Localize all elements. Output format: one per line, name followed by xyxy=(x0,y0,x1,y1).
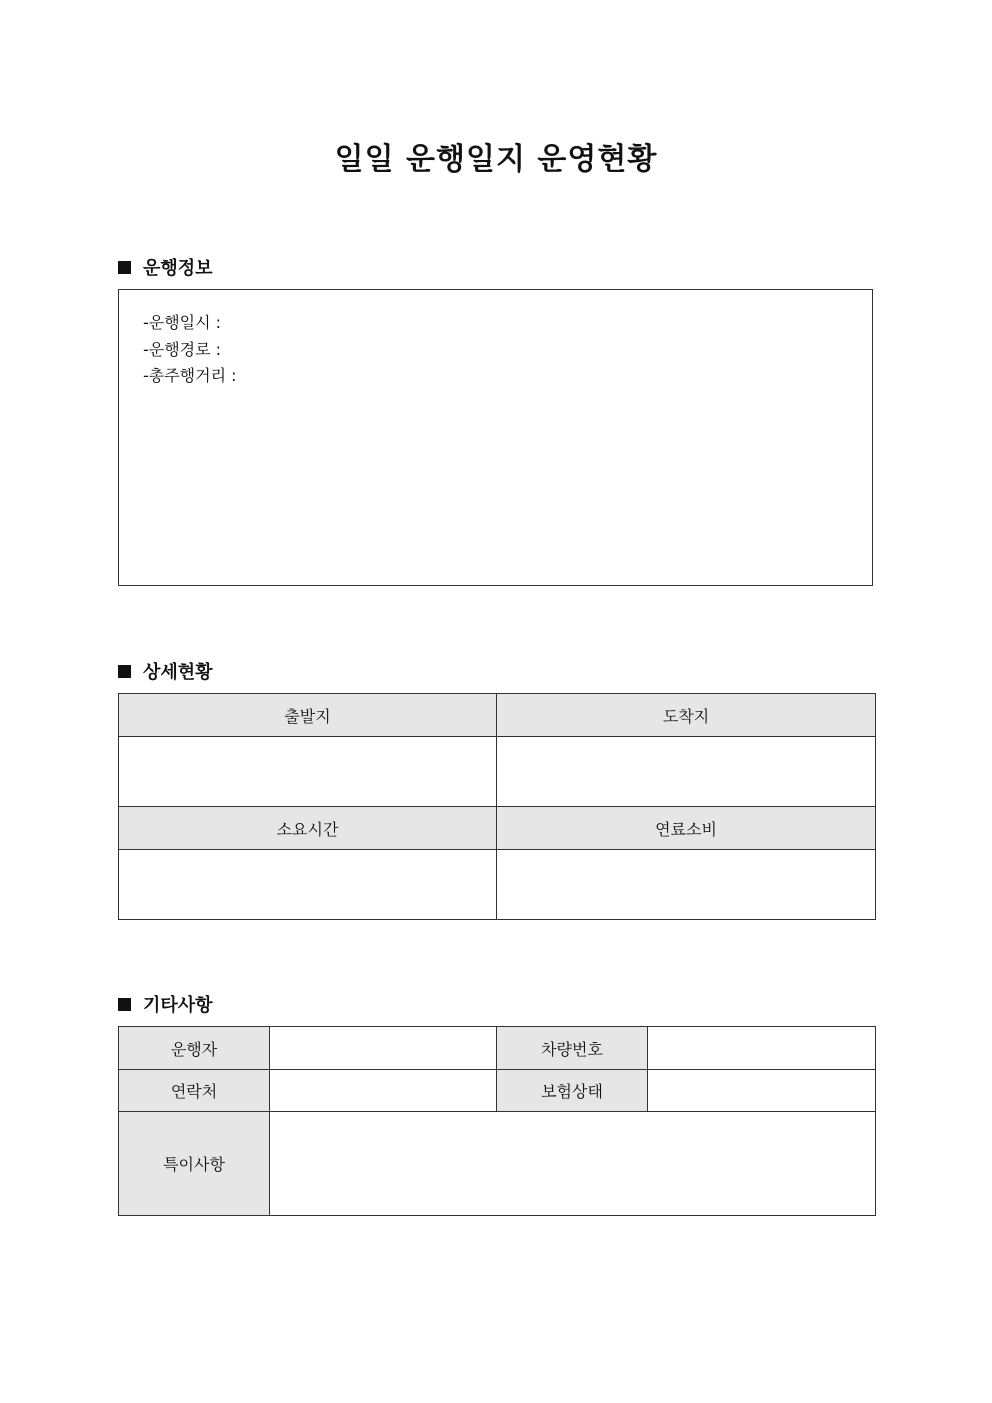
square-bullet-icon xyxy=(118,998,131,1011)
section-heading-label: 상세현황 xyxy=(143,662,213,683)
special-notes-label: 특이사항 xyxy=(119,1112,270,1216)
section-heading-label: 기타사항 xyxy=(143,995,213,1016)
driver-label: 운행자 xyxy=(119,1027,270,1070)
detail-status-table xyxy=(118,693,876,920)
arrival-header: 도착지 xyxy=(497,694,876,737)
fuel-cell[interactable] xyxy=(497,850,876,920)
fuel-header: 연료소비 xyxy=(497,807,876,850)
vehicle-number-label: 차량번호 xyxy=(497,1027,648,1070)
contact-label: 연락처 xyxy=(119,1070,270,1112)
duration-cell[interactable] xyxy=(119,850,497,920)
other-matters-table xyxy=(118,1026,876,1216)
section-heading-label: 운행정보 xyxy=(143,258,213,279)
special-notes-cell[interactable] xyxy=(270,1112,876,1216)
departure-header: 출발지 xyxy=(119,694,497,737)
operation-route-line: -운행경로 : xyxy=(143,339,222,359)
duration-header: 소요시간 xyxy=(119,807,497,850)
departure-cell[interactable] xyxy=(119,737,497,807)
vehicle-number-cell[interactable] xyxy=(648,1027,876,1070)
operation-date-line: -운행일시 : xyxy=(143,313,222,332)
driver-cell[interactable] xyxy=(270,1027,497,1070)
total-distance-line: -총주행거리 : xyxy=(143,366,237,385)
square-bullet-icon xyxy=(118,261,131,274)
page-title: 일일 운행일지 운영현황 xyxy=(334,142,658,177)
arrival-cell[interactable] xyxy=(497,737,876,807)
contact-cell[interactable] xyxy=(270,1070,497,1112)
section-heading-other-matters xyxy=(118,991,213,1017)
operation-info-box[interactable] xyxy=(118,289,873,586)
insurance-status-label: 보험상태 xyxy=(497,1070,648,1112)
section-heading-detail-status xyxy=(118,658,213,684)
square-bullet-icon xyxy=(118,665,131,678)
section-heading-operation-info xyxy=(118,254,213,280)
insurance-status-cell[interactable] xyxy=(648,1070,876,1112)
